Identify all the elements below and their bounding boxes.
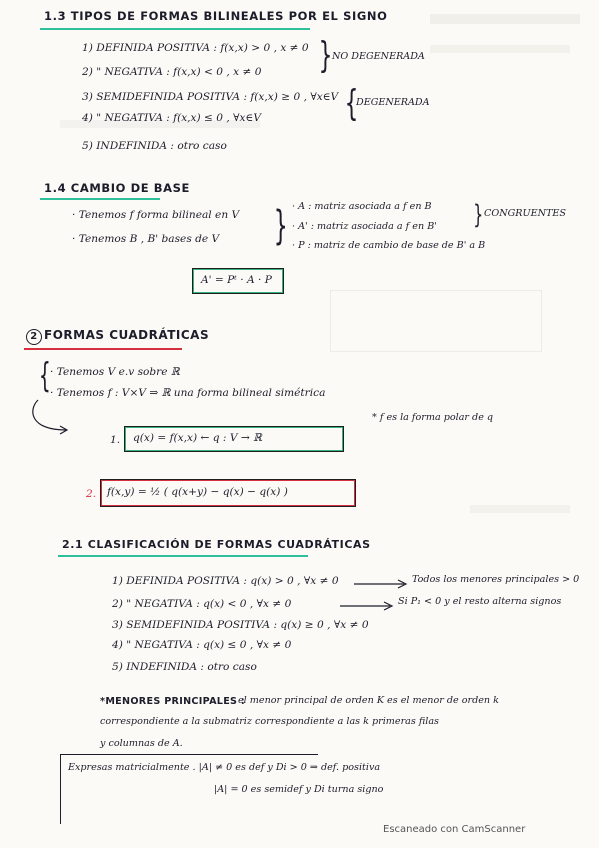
s13-item-5: 5) INDEFINIDA : otro caso <box>82 140 227 152</box>
formula-2: f(x,y) = ½ ( q(x+y) − q(x) − q(x) ) <box>107 486 288 498</box>
formula-box-cambio-base <box>192 268 284 294</box>
expresas-box-top <box>60 754 318 755</box>
formula-cambio-base: A' = Pᵗ · A · P <box>201 274 272 286</box>
formula-box-2 <box>100 479 356 507</box>
section-2-underline <box>24 348 182 350</box>
section-2-title: FORMAS CUADRÁTICAS <box>44 328 210 342</box>
section-2-1-underline <box>58 555 308 557</box>
s14-right-2: · A' : matriz asociada a f en B' <box>292 221 437 232</box>
s13-item-3: 3) SEMIDEFINIDA POSITIVA : f(x,x) ≥ 0 , ∀x∈V <box>82 91 339 103</box>
menores-line-1: el menor principal de orden K es el menor de orden k <box>238 695 499 706</box>
section-2-number: 2 <box>26 329 42 345</box>
s14-left-2: · Tenemos B , B' bases de V <box>72 233 220 245</box>
brace-cambio-base: } <box>273 203 288 249</box>
formula-1-label: 1. <box>110 434 121 446</box>
bleed-through-mark <box>470 505 570 513</box>
s13-item-1: 1) DEFINIDA POSITIVA : f(x,x) > 0 , x ≠ 0 <box>82 42 309 54</box>
menores-label: *MENORES PRINCIPALES : <box>100 696 246 707</box>
scanner-watermark: Escaneado con CamScanner <box>383 824 526 835</box>
arrow-right-icon <box>340 600 396 612</box>
section-1-3-title: 1.3 TIPOS DE FORMAS BILINEALES POR EL SIGNO <box>44 9 388 23</box>
s13-item-2: 2) " NEGATIVA : f(x,x) < 0 , x ≠ 0 <box>82 66 262 78</box>
s14-right-3: · P : matriz de cambio de base de B' a B <box>292 240 486 251</box>
formula-2-label: 2. <box>86 488 97 500</box>
formula-1: q(x) = f(x,x) ← q : V → ℝ <box>133 432 262 444</box>
section-1-4-title: 1.4 CAMBIO DE BASE <box>44 181 190 195</box>
s21-item-4: 4) " NEGATIVA : q(x) ≤ 0 , ∀x ≠ 0 <box>112 639 292 651</box>
arrow-1-text: Todos los menores principales > 0 <box>412 574 580 585</box>
brace-congruentes: } <box>473 200 484 230</box>
s21-item-5: 5) INDEFINIDA : otro caso <box>112 661 257 673</box>
label-degenerada: DEGENERADA <box>356 97 430 108</box>
polar-note: * f es la forma polar de q <box>372 412 494 423</box>
section-2-1-title: 2.1 CLASIFICACIÓN DE FORMAS CUADRÁTICAS <box>62 538 371 551</box>
bleed-through-mark <box>430 14 580 24</box>
menores-line-3: y columnas de A. <box>100 738 183 749</box>
s14-right-1: · A : matriz asociada a f en B <box>292 201 432 212</box>
brace-section-2: { <box>38 356 51 396</box>
label-congruentes: CONGRUENTES <box>484 208 566 219</box>
brace-no-degenerada: } <box>318 35 333 76</box>
formula-box-1 <box>124 426 344 452</box>
s21-item-1: 1) DEFINIDA POSITIVA : q(x) > 0 , ∀x ≠ 0 <box>112 575 339 587</box>
bleed-through-mark <box>330 290 542 352</box>
brace-degenerada: { <box>344 83 359 124</box>
curved-arrow-icon <box>26 396 76 438</box>
s21-item-2: 2) " NEGATIVA : q(x) < 0 , ∀x ≠ 0 <box>112 598 292 610</box>
s13-item-4: 4) " NEGATIVA : f(x,x) ≤ 0 , ∀x∈V <box>82 112 261 124</box>
arrow-right-icon <box>354 578 410 590</box>
expresas-box-left <box>60 754 61 824</box>
section-1-4-underline <box>40 198 160 200</box>
expresas-line-1: Expresas matricialmente . |A| ≠ 0 es def y Di > 0 ⇒ def. positiva <box>68 762 381 773</box>
s21-item-3: 3) SEMIDEFINIDA POSITIVA : q(x) ≥ 0 , ∀x ≠ 0 <box>112 619 369 631</box>
section-2-title-row <box>26 328 209 345</box>
s2-line-2: · Tenemos f : V×V ⇒ ℝ una forma bilineal simétrica <box>50 387 326 399</box>
s2-line-1: · Tenemos V e.v sobre ℝ <box>50 366 180 378</box>
arrow-2-text: Si P₁ < 0 y el resto alterna signos <box>398 596 562 607</box>
section-1-3-underline <box>40 28 310 30</box>
menores-line-2: correspondiente a la submatriz correspondiente a las k primeras filas <box>100 716 439 727</box>
expresas-line-2: |A| = 0 es semidef y Di turna signo <box>214 784 384 795</box>
label-no-degenerada: NO DEGENERADA <box>332 51 425 62</box>
bleed-through-mark <box>430 45 570 53</box>
s14-left-1: · Tenemos f forma bilineal en V <box>72 209 240 221</box>
